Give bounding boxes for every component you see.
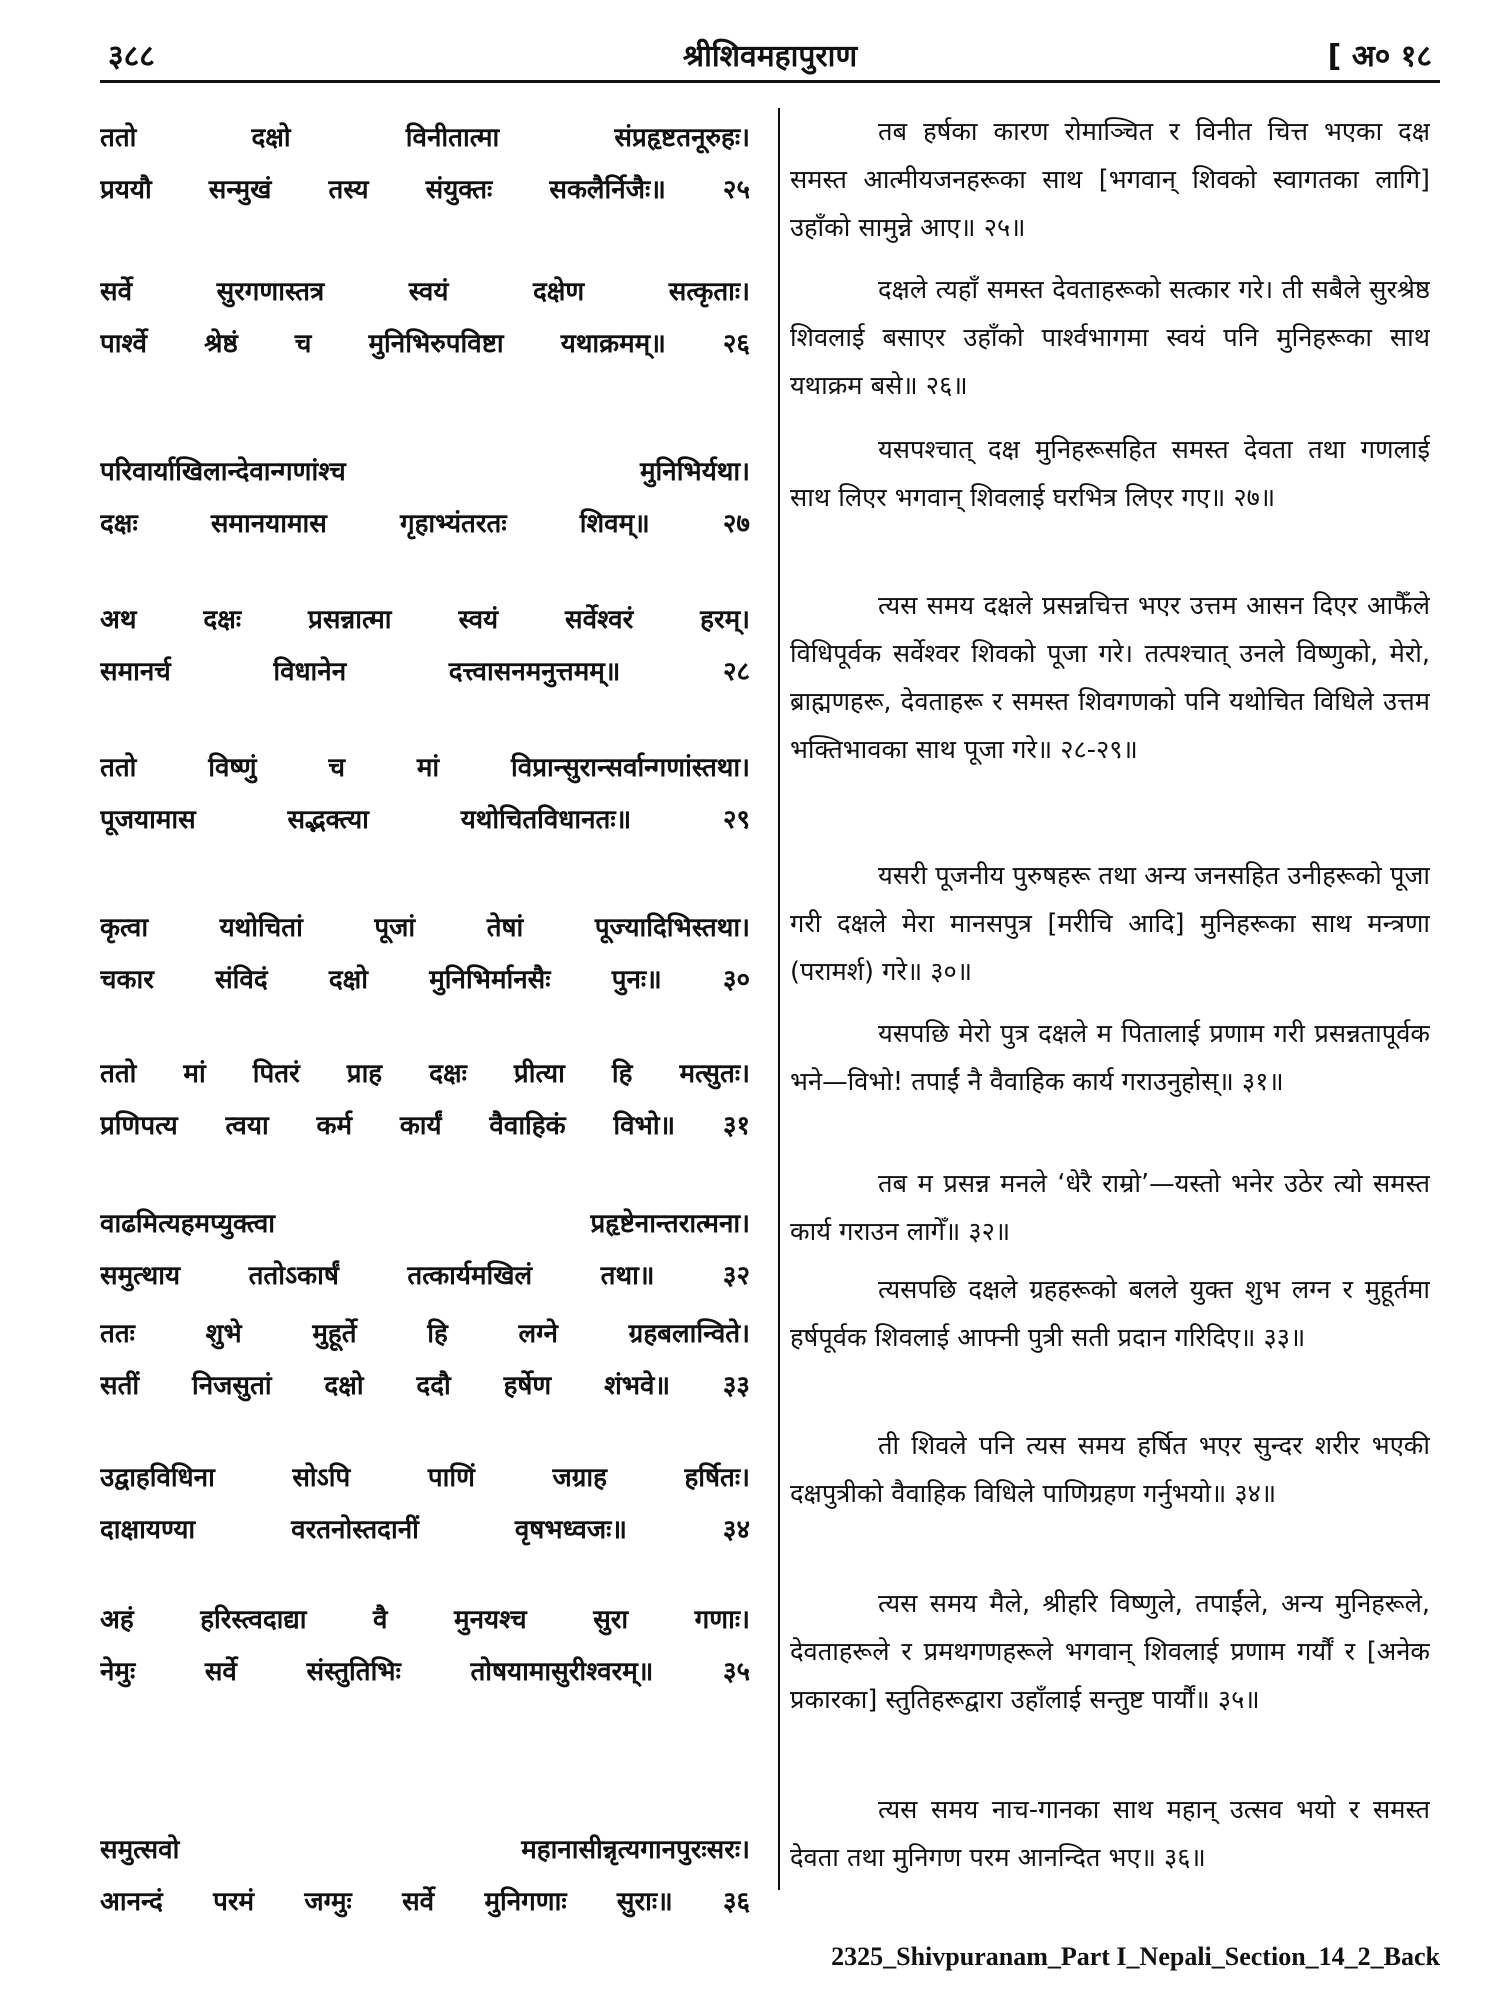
- verse-line: [100, 1360, 750, 1412]
- verse-word: अहं: [100, 1605, 134, 1635]
- verse-word: हर्षितः।: [684, 1463, 750, 1493]
- verse-word: स्वयं: [458, 605, 499, 635]
- verse-word: ततः: [100, 1319, 135, 1349]
- verse-word: च: [294, 329, 312, 359]
- verse-word: दाक्षायण्या: [100, 1515, 196, 1545]
- verse-word: हरिस्त्वदाद्या: [200, 1605, 307, 1635]
- verse-word: सतीं: [100, 1371, 140, 1401]
- verse-word: सर्वे: [100, 277, 133, 307]
- verse-word: पितरं: [252, 1059, 300, 1089]
- verse-word: प्रययौ: [100, 175, 152, 205]
- verse-word: संयुक्तः: [425, 175, 493, 205]
- verse-word: हि: [611, 1059, 633, 1089]
- verse-line: [100, 1250, 750, 1302]
- verse-line: [100, 954, 750, 1006]
- verse-word: पूजां: [374, 913, 416, 943]
- verse-word: नेमुः: [100, 1657, 136, 1687]
- verse-word: वैवाहिकं: [489, 1111, 566, 1141]
- verse-line: [100, 742, 750, 794]
- verse-line: [100, 794, 750, 846]
- verse-word: श्रेष्ठं: [204, 329, 238, 359]
- verse-word: सन्मुखं: [208, 175, 272, 205]
- verse-word: चकार: [100, 965, 154, 995]
- verse-line: [100, 1198, 750, 1250]
- verse-36: [100, 1824, 750, 1928]
- verse-word: गृहाभ्यंतरतः: [399, 509, 507, 539]
- translation-31: यसपछि मेरो पुत्र दक्षले म पितालाई प्रणाम गरी प्रसन्नतापूर्वक भने—विभो! तपाईं नै वैवाहिक कार्य गराउनुहोस्॥ ३१॥: [790, 1019, 1430, 1097]
- verse-word: मुहूर्ते: [312, 1319, 357, 1349]
- verse-word: सद्भक्त्या: [287, 805, 369, 835]
- translation-35: त्यस समय मैले, श्रीहरि विष्णुले, तपाईंले, अन्य मुनिहरूले, देवताहरूले र प्रमथगणहरूले भगवान् शिवलाई प्रणाम गर्यौं र [अनेक प्रकारका] स्तुतिहरूद्वारा उहाँलाई सन्तुष्ट पार्यौं॥ ३५॥: [790, 1589, 1430, 1715]
- verse-word: वरतनोस्तदानीं: [291, 1515, 419, 1545]
- verse-word: यथाक्रमम्॥: [560, 329, 666, 359]
- header-rule: [100, 80, 1440, 83]
- verse-word: पाणिं: [427, 1463, 475, 1493]
- chapter-marker: [ अ० १८: [1327, 39, 1432, 74]
- translation-30: यसरी पूजनीय पुरुषहरू तथा अन्य जनसहित उनीहरूको पूजा गरी दक्षले मेरा मानसपुत्र [मरीचि आदि] मुनिहरूका साथ मन्त्रणा (परामर्श) गरे॥ ३०॥: [790, 861, 1430, 987]
- verse-line: [100, 112, 750, 164]
- verse-word: ३१: [722, 1111, 750, 1141]
- verse-word: पूज्यादिभिस्तथा।: [594, 913, 750, 943]
- verse-33: [100, 1308, 750, 1412]
- verse-word: सुराः॥: [616, 1887, 673, 1917]
- verse-word: दक्षो: [251, 123, 291, 153]
- verse-word: संस्तुतिभिः: [306, 1657, 401, 1687]
- verse-word: स्वयं: [408, 277, 449, 307]
- verse-word: ३६: [722, 1887, 750, 1917]
- verse-line: [100, 266, 750, 318]
- verse-word: मुनिभिर्यथा।: [639, 457, 750, 487]
- verse-31: [100, 1048, 750, 1152]
- verse-word: कार्यं: [399, 1111, 442, 1141]
- translation-27: यसपश्चात् दक्ष मुनिहरूसहित समस्त देवता तथा गणलाई साथ लिएर भगवान् शिवलाई घरभित्र लिएर गए॥ २७॥: [790, 435, 1430, 513]
- verse-word: दक्षेण: [532, 277, 585, 307]
- verse-word: दक्षः: [429, 1059, 467, 1089]
- verse-word: ततो: [100, 753, 137, 783]
- verse-word: दक्षः: [100, 509, 138, 539]
- verse-word: मुनिगणाः: [484, 1887, 567, 1917]
- verse-word: शंभवे॥: [604, 1371, 671, 1401]
- verse-word: त्वया: [225, 1111, 269, 1141]
- verse-word: प्रसन्नात्मा: [308, 605, 392, 635]
- verse-word: लग्ने: [518, 1319, 558, 1349]
- verse-word: ततो: [100, 123, 137, 153]
- verse-word: २६: [722, 329, 750, 359]
- verse-word: सोऽपि: [292, 1463, 351, 1493]
- verse-word: दत्त्वासनमनुत्तमम्॥: [448, 657, 621, 687]
- verse-35: [100, 1594, 750, 1698]
- verse-30: [100, 902, 750, 1006]
- verse-word: च: [328, 753, 345, 783]
- verse-word: प्रहृष्टेनान्तरात्मना।: [590, 1209, 750, 1239]
- verse-line: [100, 1308, 750, 1360]
- verse-word: मुनिभिर्मानसैः: [429, 965, 551, 995]
- verse-word: २५: [722, 175, 750, 205]
- verse-line: [100, 1594, 750, 1646]
- verse-word: ततो: [100, 1059, 137, 1089]
- verse-word: समानर्च: [100, 657, 171, 687]
- verse-word: वै: [373, 1605, 388, 1635]
- verse-word: पुनः॥: [611, 965, 662, 995]
- verse-line: [100, 1876, 750, 1928]
- verse-word: यथोचितां: [219, 913, 303, 943]
- verse-28: [100, 594, 750, 698]
- verse-line: [100, 594, 750, 646]
- verse-word: कृत्वा: [100, 913, 149, 943]
- verse-word: विभो॥: [613, 1111, 676, 1141]
- verse-word: समानयामास: [210, 509, 327, 539]
- footer-file-id: 2325_Shivpuranam_Part I_Nepali_Section_14_2_Back: [831, 1942, 1440, 1971]
- verse-word: दक्षो: [324, 1371, 364, 1401]
- verse-line: [100, 164, 750, 216]
- verse-word: ततोऽकार्षं: [248, 1261, 339, 1291]
- verse-line: [100, 498, 750, 550]
- verse-word: २७: [722, 509, 750, 539]
- verse-word: संविदं: [215, 965, 268, 995]
- verse-29: [100, 742, 750, 846]
- verse-word: शिवम्॥: [579, 509, 650, 539]
- verse-word: तेषां: [486, 913, 524, 943]
- verse-34: [100, 1452, 750, 1556]
- verse-word: विष्णुं: [208, 753, 257, 783]
- translation-36: त्यस समय नाच-गानका साथ महान् उत्सव भयो र समस्त देवता तथा मुनिगण परम आनन्दित भए॥ ३६॥: [790, 1795, 1430, 1873]
- verse-word: कर्म: [316, 1111, 353, 1141]
- verse-word: पार्श्वे: [100, 329, 148, 359]
- verse-word: शुभे: [205, 1319, 242, 1349]
- verse-word: मुनयश्च: [454, 1605, 527, 1635]
- verse-line: [100, 446, 750, 498]
- verse-line: [100, 1452, 750, 1504]
- verse-word: सुरगणास्तत्र: [216, 277, 325, 307]
- verse-word: मत्सुतः।: [679, 1059, 750, 1089]
- verse-word: २९: [722, 805, 750, 835]
- verse-word: आनन्दं: [100, 1887, 163, 1917]
- verse-word: विप्रान्सुरान्सर्वान्गणांस्तथा।: [511, 753, 750, 783]
- verse-25: [100, 112, 750, 216]
- verse-word: महानासीन्नृत्यगानपुरःसरः।: [521, 1835, 750, 1865]
- verse-word: तथा॥: [600, 1261, 655, 1291]
- verse-word: ३४: [722, 1515, 750, 1545]
- verse-word: पूजयामास: [100, 805, 196, 835]
- translation-26: दक्षले त्यहाँ समस्त देवताहरूको सत्कार गरे। ती सबैले सुरश्रेष्ठ शिवलाई बसाएर उहाँको पार्श्वभागमा स्वयं पनि मुनिहरूका साथ यथाक्रम बसे॥ २६॥: [790, 275, 1430, 401]
- verse-word: सर्वे: [204, 1657, 237, 1687]
- verse-word: वृषभध्वजः॥: [514, 1515, 627, 1545]
- translation-34: ती शिवले पनि त्यस समय हर्षित भएर सुन्दर शरीर भएकी दक्षपुत्रीको वैवाहिक विधिले पाणिग्रहण गर्नुभयो॥ ३४॥: [790, 1431, 1430, 1509]
- verse-word: प्रणिपत्य: [100, 1111, 178, 1141]
- verse-word: ३०: [722, 965, 750, 995]
- verse-word: ३३: [722, 1371, 750, 1401]
- verse-word: परमं: [213, 1887, 255, 1917]
- verse-word: ३२: [722, 1261, 750, 1291]
- verse-word: तोषयामासुरीश्वरम्॥: [470, 1657, 654, 1687]
- page-number: ३८८: [108, 39, 155, 74]
- translation-28-29: त्यस समय दक्षले प्रसन्नचित्त भएर उत्तम आसन दिएर आफैँले विधिपूर्वक सर्वेश्वर शिवको पूजा गरे। तत्पश्चात् उनले विष्णुको, मेरो, ब्राह्मणहरू, देवताहरू र समस्त शिवगणको पनि यथोचित विधिले उत्तम भक्तिभावका साथ पूजा गरे॥ २८-२९॥: [790, 591, 1430, 765]
- verse-word: जग्मुः: [304, 1887, 352, 1917]
- verse-word: ३५: [722, 1657, 750, 1687]
- verse-word: सुरा: [593, 1605, 629, 1635]
- verse-line: [100, 1048, 750, 1100]
- verse-word: सर्वे: [402, 1887, 435, 1917]
- verse-word: प्राह: [346, 1059, 383, 1089]
- page-title: श्रीशिवमहापुराण: [682, 39, 858, 74]
- translation-32: तब म प्रसन्न मनले ‘धेरै राम्रो’—यस्तो भनेर उठेर त्यो समस्त कार्य गराउन लागेँ॥ ३२॥: [790, 1169, 1430, 1247]
- verse-line: [100, 1824, 750, 1876]
- verse-word: ग्रहबलान्विते।: [628, 1319, 750, 1349]
- verse-line: [100, 1646, 750, 1698]
- verse-word: हि: [427, 1319, 448, 1349]
- verse-word: मां: [183, 1059, 206, 1089]
- verse-line: [100, 1100, 750, 1152]
- translation-25: तब हर्षका कारण रोमाञ्चित र विनीत चित्त भएका दक्ष समस्त आत्मीयजनहरूका साथ [भगवान् शिवको स्वागतका लागि] उहाँको सामुन्ने आए॥ २५॥: [790, 117, 1430, 243]
- verse-word: जग्राह: [552, 1463, 607, 1493]
- verse-word: विधानेन: [273, 657, 347, 687]
- verse-line: [100, 902, 750, 954]
- verse-word: हर्षेण: [503, 1371, 552, 1401]
- verse-word: सकलैर्निजैः॥: [549, 175, 666, 205]
- verse-word: निजसुतां: [191, 1371, 272, 1401]
- verse-word: यथोचितविधानतः॥: [460, 805, 632, 835]
- verse-line: [100, 646, 750, 698]
- verse-word: तत्कार्यमखिलं: [407, 1261, 533, 1291]
- verse-word: प्रीत्या: [513, 1059, 565, 1089]
- verse-word: परिवार्याखिलान्देवान्गणांश्च: [100, 457, 346, 487]
- verse-word: दक्षः: [203, 605, 242, 635]
- verse-word: वाढमित्यहमप्युक्त्वा: [100, 1209, 276, 1239]
- verse-word: सत्कृताः।: [668, 277, 750, 307]
- verse-word: मां: [416, 753, 440, 783]
- verse-word: अथ: [100, 605, 137, 635]
- verse-word: उद्वाहविधिना: [100, 1463, 215, 1493]
- verse-line: [100, 318, 750, 370]
- verse-word: संप्रहृष्टतनूरुहः।: [614, 123, 750, 153]
- verse-word: समुत्थाय: [100, 1261, 181, 1291]
- verse-word: गणाः।: [694, 1605, 750, 1635]
- verse-word: ददौ: [416, 1371, 451, 1401]
- verse-word: विनीतात्मा: [405, 123, 500, 153]
- verse-word: २८: [722, 657, 750, 687]
- verse-word: सर्वेश्वरं: [565, 605, 634, 635]
- verse-word: हरम्।: [700, 605, 750, 635]
- verse-word: दक्षो: [328, 965, 369, 995]
- verse-32: [100, 1198, 750, 1302]
- column-divider: [778, 108, 780, 1890]
- page-header: [100, 28, 1440, 74]
- verse-word: तस्य: [328, 175, 369, 205]
- verse-line: [100, 1504, 750, 1556]
- verse-word: समुत्सवो: [100, 1835, 180, 1865]
- verse-26: [100, 266, 750, 370]
- verse-27: [100, 446, 750, 550]
- verse-word: मुनिभिरुपविष्टा: [368, 329, 504, 359]
- translation-33: त्यसपछि दक्षले ग्रहहरूको बलले युक्त शुभ लग्न र मुहूर्तमा हर्षपूर्वक शिवलाई आफ्नी पुत्री सती प्रदान गरिदिए॥ ३३॥: [790, 1275, 1430, 1353]
